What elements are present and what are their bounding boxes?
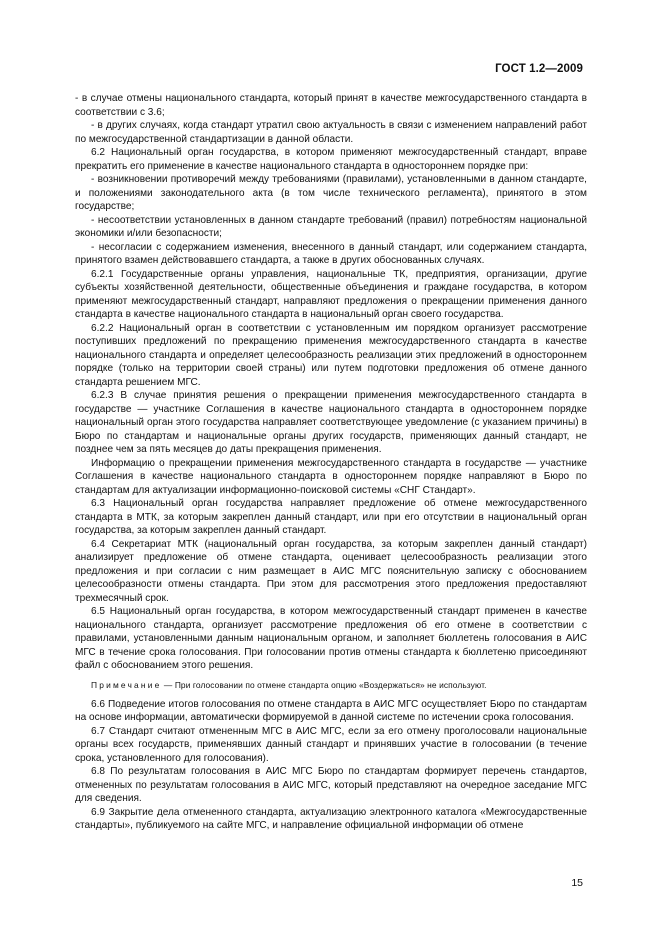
clause-6-2: 6.2 Национальный орган государства, в котором применяют межгосударственный стандарт, вправе прекратить его применение в качестве национального стандарта в одностороннем порядке при: xyxy=(75,147,587,172)
clause-6-9: 6.9 Закрытие дела отмененного стандарта, актуализацию электронного каталога «Межгосударственные стандарты», публикуемого на сайте МГС, и направление официальной информации об отмене xyxy=(75,806,587,831)
document-code-header: ГОСТ 1.2—2009 xyxy=(495,63,583,75)
paragraph: - в случае отмены национального стандарта, который принят в качестве межгосударственного стандарта в соответствии с 3.6; xyxy=(75,93,587,118)
clause-6-2-1: 6.2.1 Государственные органы управления, национальные ТК, предприятия, организации, другие субъекты хозяйственной деятельности, общественные объединения и граждане государства, в котором применяют межгосударственный стандарт, направляют предложения о прекращении применения данного стандарта в качестве национального стандарта в национальный орган своего государства. xyxy=(75,268,587,320)
clause-6-3: 6.3 Национальный орган государства направляет предложение об отмене межгосударственного стандарта в МТК, за которым закреплен данный стандарт, или при его отсутствии в национальный орган государства, за которым закреплен данный стандарт. xyxy=(75,498,587,536)
paragraph: - в других случаях, когда стандарт утратил свою актуальность в связи с изменением направлений работ по межгосударственной стандартизации в данной области. xyxy=(75,120,587,145)
paragraph: - возникновении противоречий между требованиями (правилами), установленными в данном стандарте, и положениями законодательного акта (в том числе технического регламента), принятого в этом государстве; xyxy=(75,174,587,212)
paragraph: Информацию о прекращении применения межгосударственного стандарта в государстве — участнике Соглашения в качестве национального стандарта в одностороннем порядке направляют в Бюро по стандартам для актуализации информационно-поисковой системы «СНГ Стандарт». xyxy=(75,457,587,496)
paragraph: - несогласии с содержанием изменения, внесенного в данный стандарт, или содержанием стандарта, принятого взамен действовавшего стандарта, а также в других обоснованных случаях. xyxy=(75,241,587,266)
clause-6-4: 6.4 Секретариат МТК (национальный орган государства, за которым закреплен данный стандарт) анализирует предложение об отмене стандарта, оценивает целесообразность реализации этого предложения и при согласии с ним размещает в АИС МГС пояснительную записку с обоснованием целесообразности отмены стандарта. При этом для рассмотрения этого предложения предоставляют трехмесячный срок. xyxy=(75,538,587,604)
note xyxy=(75,679,587,691)
paragraph: - несоответствии установленных в данном стандарте требований (правил) потребностям национальной экономики и/или безопасности; xyxy=(75,214,587,239)
clause-6-2-3: 6.2.3 В случае принятия решения о прекращении применения межгосударственного стандарта в государстве — участнике Соглашения в качестве национального стандарта в одностороннем порядке национальный орган этого государства направляет соответствующее уведомление (с указанием причины) в Бюро по стандартам и национальные органы других государств, применяющих данный стандарт, не позднее чем за пять месяцев до даты прекращения применения. xyxy=(75,390,587,455)
page-number: 15 xyxy=(571,877,583,889)
clause-6-7: 6.7 Стандарт считают отмененным МГС в АИС МГС, если за его отмену проголосовали национальные органы всех государств, применявших данный стандарт и принявших участие в голосовании (в течение срока, установленного для голосования). xyxy=(75,725,587,764)
clause-6-5: 6.5 Национальный орган государства, в котором межгосударственный стандарт применен в качестве национального стандарта, организует рассмотрение предложения об его отмене в соответствии с правилами, установленными данным национальным органом, и заполняет бюллетень голосования в АИС МГС в течение срока голосования. При голосовании против отмены стандарта к бюллетеню присоединяют файл с обоснованием этого решения. xyxy=(75,606,587,671)
clause-6-8: 6.8 По результатам голосования в АИС МГС Бюро по стандартам формирует перечень стандартов, отмененных по результатам голосования в АИС МГС, который представляют на очередное заседание МГС для сведения. xyxy=(75,766,587,804)
clause-6-2-2: 6.2.2 Национальный орган в соответствии с установленным им порядком организует рассмотрение поступивших предложений по прекращению применения межгосударственного стандарта в качестве национального стандарта и определяет целесообразность реализации этих предложений в одностороннем порядке (только на территории своей страны) или путем подготовки предложения об отмене данного стандарта решением МГС. xyxy=(75,322,587,388)
clause-6-6: 6.6 Подведение итогов голосования по отмене стандарта в АИС МГС осуществляет Бюро по стандартам на основе информации, автоматически формируемой в данной системе по истечении срока голосования. xyxy=(75,698,587,723)
document-body xyxy=(75,92,587,833)
note-text: — При голосовании по отмене стандарта опцию «Воздержаться» не используют. xyxy=(161,679,487,690)
note-label: Примечание xyxy=(91,679,162,690)
